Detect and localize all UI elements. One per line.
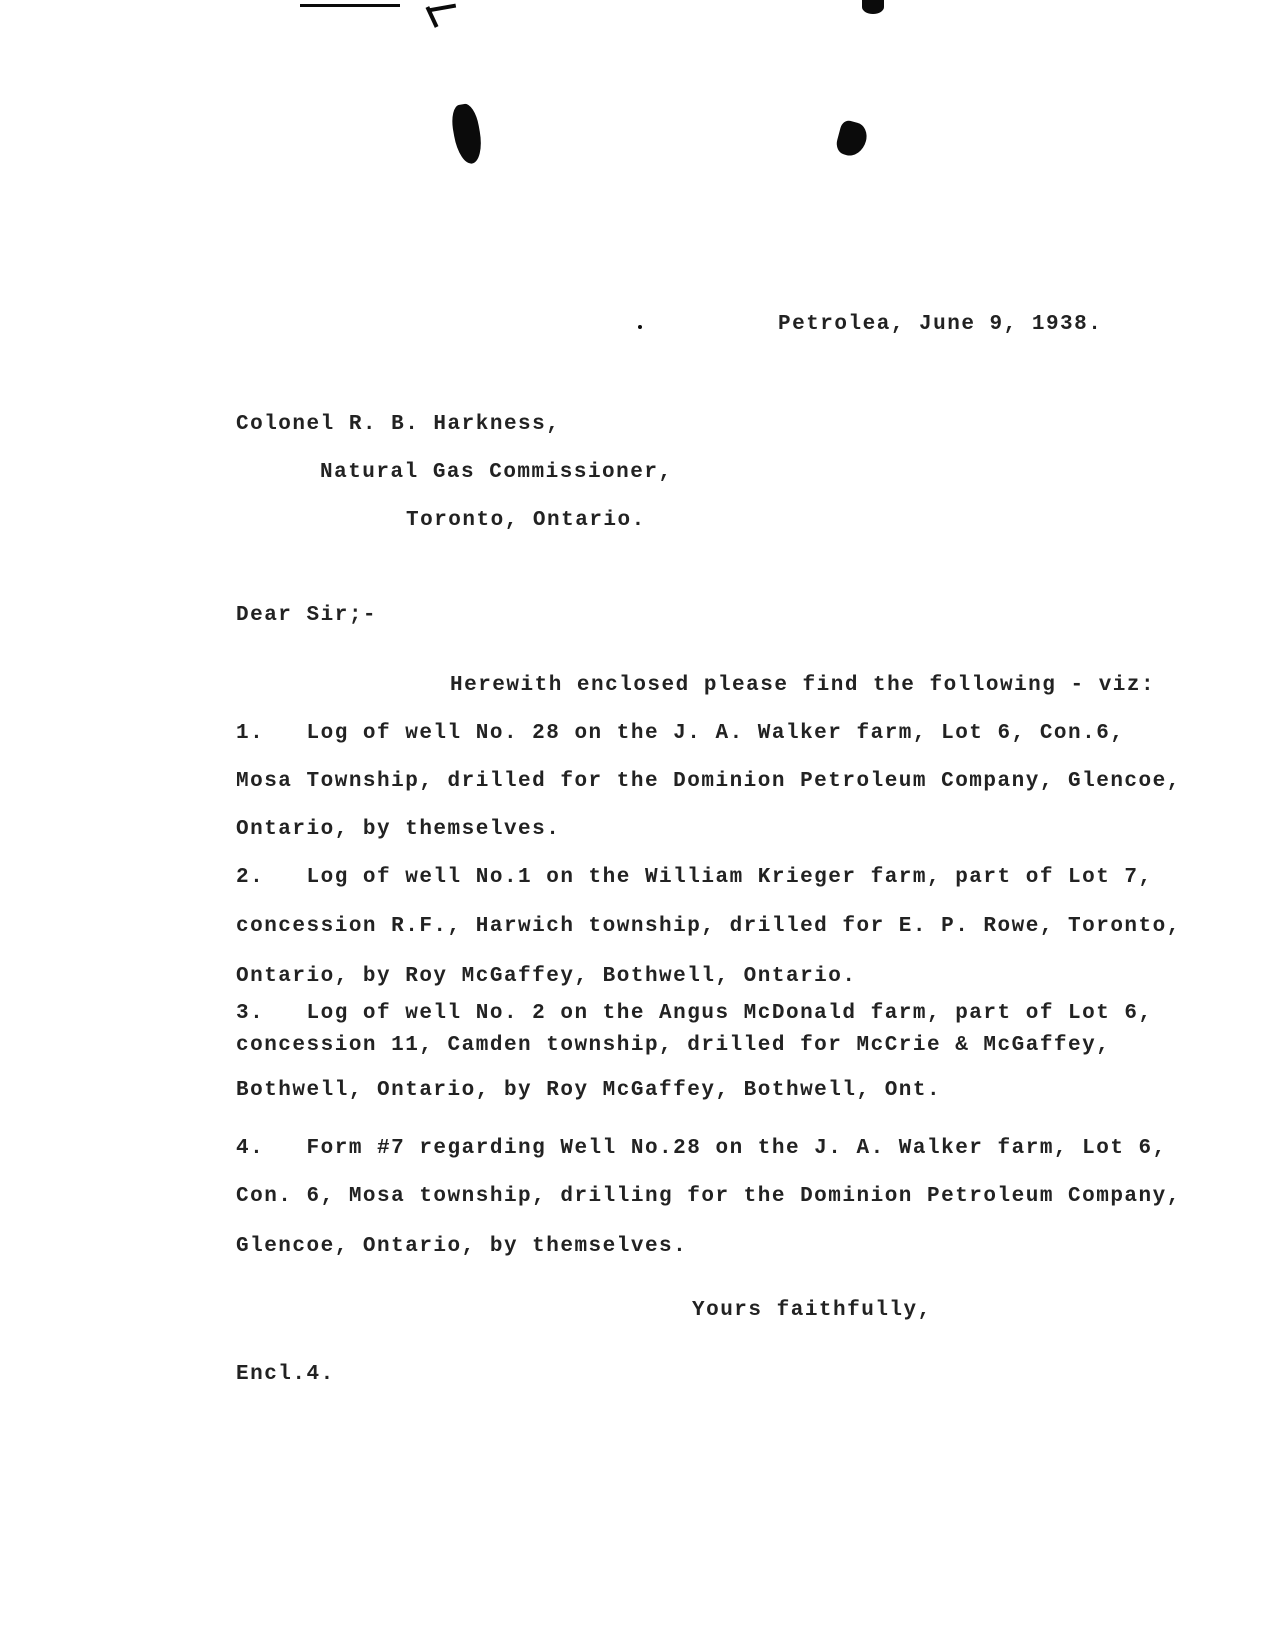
closing: Yours faithfully, xyxy=(692,1299,932,1322)
item-1-line-3: Ontario, by themselves. xyxy=(236,818,561,841)
item-3-line-1: 3. Log of well No. 2 on the Angus McDonald farm, part of Lot 6, xyxy=(236,1002,1153,1025)
item-4-line-2: Con. 6, Mosa township, drilling for the Dominion Petroleum Company, xyxy=(236,1185,1181,1208)
recipient-name: Colonel R. B. Harkness, xyxy=(236,413,561,436)
item-2-line-3: Ontario, by Roy McGaffey, Bothwell, Ontario. xyxy=(236,965,857,988)
salutation: Dear Sir;- xyxy=(236,604,378,627)
scan-mark-top-hook xyxy=(428,4,456,13)
scan-mark-punch-right xyxy=(834,119,870,159)
enclosure-note: Encl.4. xyxy=(236,1363,335,1386)
scan-mark-top-right xyxy=(862,0,884,14)
intro-line: Herewith enclosed please find the following - viz: xyxy=(450,674,1156,697)
item-2-line-2: concession R.F., Harwich township, drilled for E. P. Rowe, Toronto, xyxy=(236,915,1181,938)
item-3-line-3: Bothwell, Ontario, by Roy McGaffey, Bothwell, Ont. xyxy=(236,1079,942,1102)
recipient-title: Natural Gas Commissioner, xyxy=(320,461,673,484)
scan-mark-punch-left xyxy=(449,102,485,166)
scan-mark-dot xyxy=(638,325,642,329)
item-1-line-2: Mosa Township, drilled for the Dominion Petroleum Company, Glencoe, xyxy=(236,770,1181,793)
item-4-line-1: 4. Form #7 regarding Well No.28 on the J. A. Walker farm, Lot 6, xyxy=(236,1137,1167,1160)
recipient-location: Toronto, Ontario. xyxy=(406,509,646,532)
scan-mark-top-line xyxy=(300,4,400,7)
place-date: Petrolea, June 9, 1938. xyxy=(778,313,1103,336)
item-3-line-2: concession 11, Camden township, drilled for McCrie & McGaffey, xyxy=(236,1034,1111,1057)
item-4-line-3: Glencoe, Ontario, by themselves. xyxy=(236,1235,688,1258)
item-1-line-1: 1. Log of well No. 28 on the J. A. Walker farm, Lot 6, Con.6, xyxy=(236,722,1125,745)
item-2-line-1: 2. Log of well No.1 on the William Krieger farm, part of Lot 7, xyxy=(236,866,1153,889)
